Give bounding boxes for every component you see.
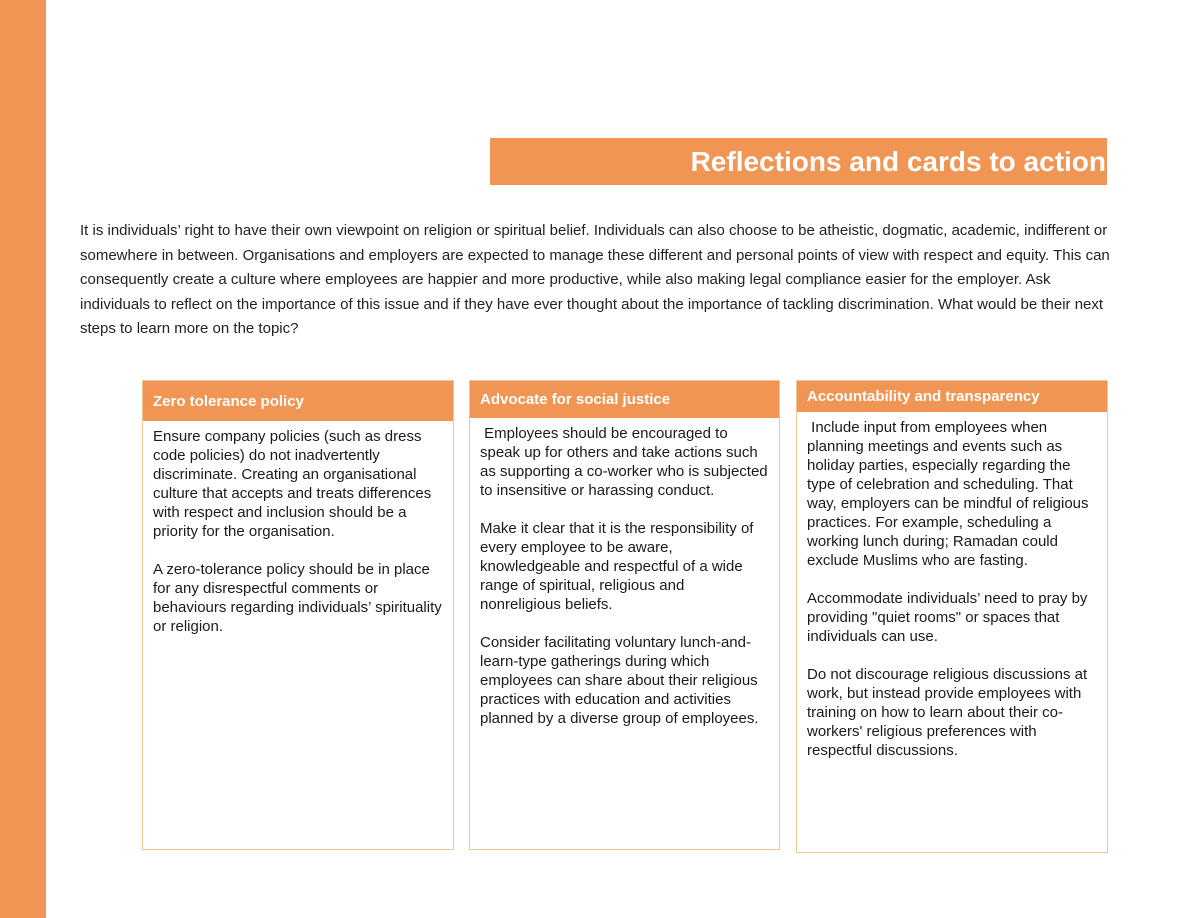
card-paragraph: Include input from employees when planning meetings and events such as holiday parties, especially regarding the type of celebration and scheduling. That way, employers can be mindful of religious practices. For example, scheduling a working lunch during; Ramadan could exclude Muslims who are fasting. bbox=[807, 419, 1089, 569]
card-zero-tolerance-policy bbox=[142, 380, 454, 850]
intro-paragraph: It is individuals’ right to have their own viewpoint on religion or spiritual belief. Individuals can also choose to be atheistic, dogmatic, academic, indifferent or somewhere in between. Organisations and employers are expected to manage these different and personal points of view with respect and equity. This can consequently create a culture where employees are happier and more productive, while also making legal compliance easier for the employer. Ask individuals to reflect on the importance of this issue and if they have ever thought about the importance of tackling discrimination. What would be their next steps to learn more on the topic? bbox=[80, 222, 1110, 338]
card-body bbox=[143, 421, 453, 636]
card-body bbox=[470, 418, 779, 728]
card-body bbox=[797, 412, 1107, 760]
card-paragraph: Ensure company policies (such as dress code policies) do not inadvertently discriminate. Creating an organisational culture that accepts and treats differences with respect and inclusion should be a priority for the organisation. bbox=[153, 428, 432, 540]
page-title: Reflections and cards to action bbox=[690, 146, 1106, 177]
side-accent-bar bbox=[0, 0, 46, 918]
card-title: Advocate for social justice bbox=[470, 381, 779, 418]
title-banner bbox=[490, 138, 1107, 185]
card-paragraph: Accommodate individuals’ need to pray by providing "quiet rooms" or spaces that individuals can use. bbox=[807, 590, 1088, 645]
card-paragraph: Do not discourage religious discussions at work, but instead provide employees with training on how to learn about their co-workers' religious preferences with respectful discussions. bbox=[807, 666, 1088, 759]
card-accountability-and-transparency bbox=[796, 380, 1108, 853]
card-paragraph: A zero-tolerance policy should be in place for any disrespectful comments or behaviours regarding individuals’ spirituality or religion. bbox=[153, 561, 442, 635]
card-paragraph: Make it clear that it is the responsibility of every employee to be aware, knowledgeable and respectful of a wide range of spiritual, religious and nonreligious beliefs. bbox=[480, 520, 754, 613]
card-title: Accountability and transparency bbox=[797, 381, 1107, 412]
card-paragraph: Consider facilitating voluntary lunch-and-learn-type gatherings during which employees can share about their religious practices with education and activities planned by a diverse group of employees. bbox=[480, 634, 759, 727]
card-paragraph: Employees should be encouraged to speak up for others and take actions such as supporting a co-worker who is subjected to insensitive or harassing conduct. bbox=[480, 425, 768, 499]
card-advocate-for-social-justice bbox=[469, 380, 780, 850]
card-title: Zero tolerance policy bbox=[143, 381, 453, 421]
